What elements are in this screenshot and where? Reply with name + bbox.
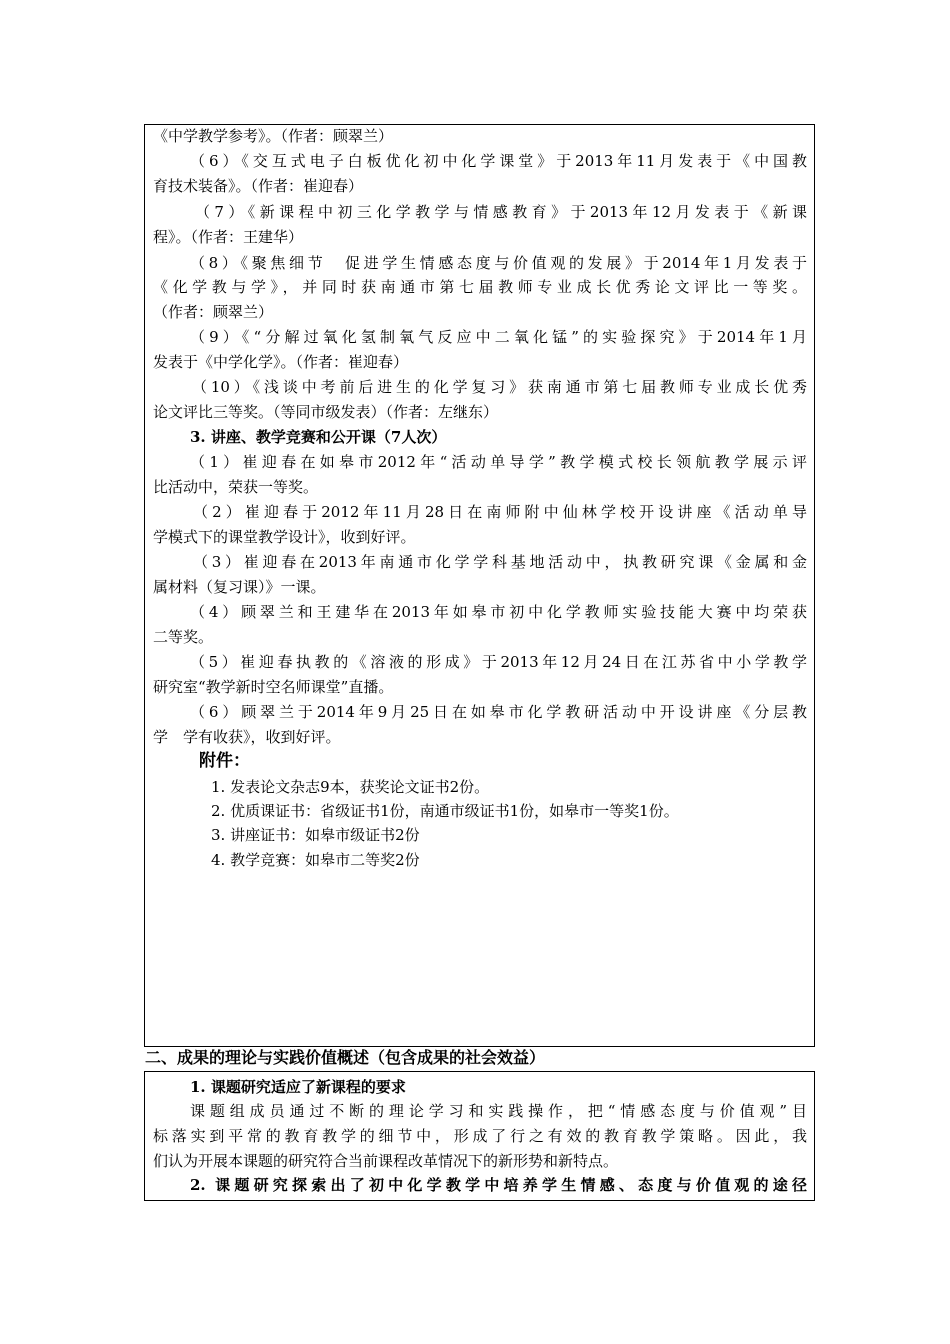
subsection-heading: 2. 课题研究探索出了初中化学教学中培养学生情感、态度与价值观的途径 bbox=[190, 1176, 807, 1194]
text-line: （作者：顾翠兰） bbox=[153, 303, 274, 321]
attachment-item: 3. 讲座证书：如皋市级证书2份 bbox=[211, 826, 420, 844]
text-line: （2）崔迎春于2012年11月28日在南师附中仙林学校开设讲座《活动单导 bbox=[193, 503, 807, 521]
text-line: （7）《新课程中初三化学教学与情感教育》于2013年12月发表于《新课 bbox=[195, 203, 807, 221]
text-line: 属材料（复习课）》一课。 bbox=[153, 578, 326, 596]
section-heading: 二、成果的理论与实践价值概述（包含成果的社会效益） bbox=[145, 1048, 546, 1067]
subsection-heading: 3. 讲座、教学竞赛和公开课（7人次） bbox=[190, 428, 447, 446]
text-line: （1）崔迎春在如皋市2012年“活动单导学”教学模式校长领航教学展示评 bbox=[190, 453, 807, 471]
text-line: 二等奖。 bbox=[153, 628, 214, 646]
text-line: 论文评比三等奖。（等同市级发表）（作者：左继东） bbox=[153, 403, 499, 421]
subsection-heading: 1. 课题研究适应了新课程的要求 bbox=[190, 1078, 406, 1096]
text-line: 研究室“教学新时空名师课堂”直播。 bbox=[153, 678, 394, 696]
text-line: （9）《“分解过氧化氢制氧气反应中二氧化锰”的实验探究》于2014年1月 bbox=[190, 328, 807, 346]
text-line: （4）顾翠兰和王建华在2013年如皋市初中化学教师实验技能大赛中均荣获 bbox=[190, 603, 807, 621]
text-line: （6）《交互式电子白板优化初中化学课堂》于2013年11月发表于《中国教 bbox=[190, 152, 807, 170]
text-line: （6）顾翠兰于2014年9月25日在如皋市化学教研活动中开设讲座《分层教 bbox=[190, 703, 807, 721]
attachments-title: 附件： bbox=[199, 751, 250, 771]
text-line: 学 学有收获》，收到好评。 bbox=[153, 728, 341, 746]
text-line: （3）崔迎春在2013年南通市化学学科基地活动中，执教研究课《金属和金 bbox=[193, 553, 807, 571]
text-line: 程》。（作者：王建华） bbox=[153, 228, 304, 246]
text-line: 发表于《中学化学》。（作者：崔迎春） bbox=[153, 353, 409, 371]
text-line: 标落实到平常的教育教学的细节中，形成了行之有效的教育教学策略。因此，我 bbox=[153, 1127, 807, 1145]
text-line: 育技术装备》。（作者：崔迎春） bbox=[153, 177, 364, 195]
text-line: 《化学教与学》，并同时获南通市第七届教师专业成长优秀论文评比一等奖。 bbox=[153, 278, 807, 296]
text-line: 们认为开展本课题的研究符合当前课程改革情况下的新形势和新特点。 bbox=[153, 1152, 619, 1170]
text-line: （8）《聚焦细节 促进学生情感态度与价值观的发展》于2014年1月发表于 bbox=[190, 254, 807, 272]
text-line: （5）崔迎春执教的《溶液的形成》于2013年12月24日在江苏省中小学教学 bbox=[190, 653, 807, 671]
text-line: 学模式下的课堂教学设计》，收到好评。 bbox=[153, 528, 416, 546]
text-line: 比活动中，荣获一等奖。 bbox=[153, 478, 319, 496]
attachment-item: 4. 教学竞赛：如皋市二等奖2份 bbox=[211, 851, 420, 869]
attachment-item: 2. 优质课证书：省级证书1份，南通市级证书1份，如皋市一等奖1份。 bbox=[211, 802, 679, 820]
attachment-item: 1. 发表论文杂志9本，获奖论文证书2份。 bbox=[211, 778, 490, 796]
text-line: 课题组成员通过不断的理论学习和实践操作，把“情感态度与价值观”目 bbox=[190, 1102, 807, 1120]
text-line: 《中学教学参考》。（作者：顾翠兰） bbox=[153, 127, 394, 145]
text-line: （10）《浅谈中考前后进生的化学复习》获南通市第七届教师专业成长优秀 bbox=[192, 378, 807, 396]
